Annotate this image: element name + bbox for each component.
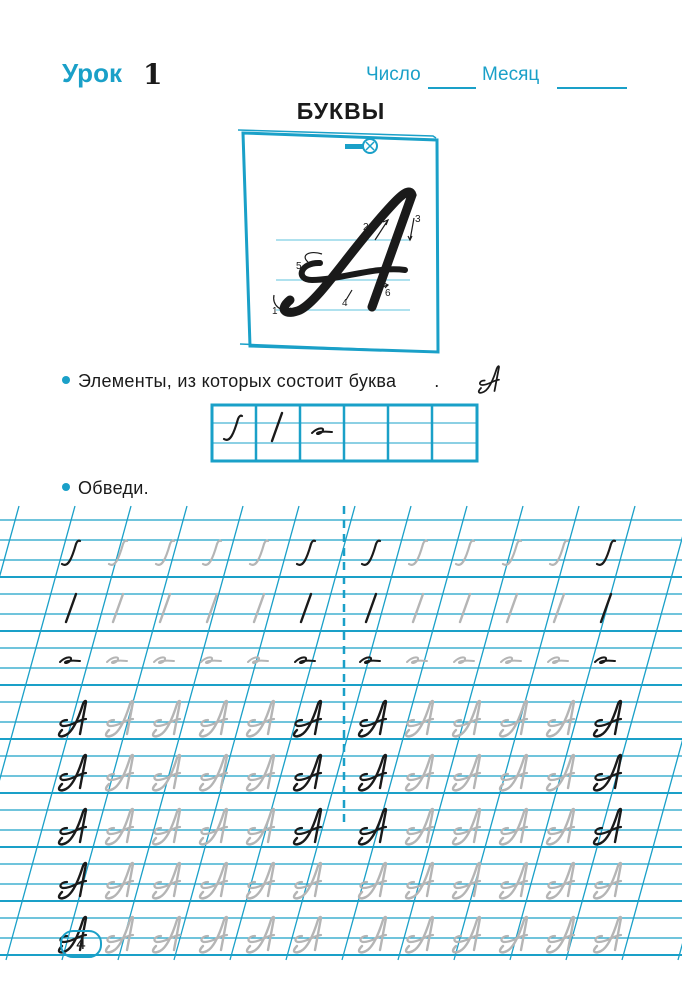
- trace-slant-stroke[interactable]: [460, 594, 470, 622]
- sample-letter-a: [594, 755, 621, 790]
- stroke-number-3: 3: [415, 214, 421, 225]
- trace-letter-a[interactable]: [547, 809, 574, 844]
- trace-letter-a[interactable]: [547, 701, 574, 736]
- trace-letter-a[interactable]: [453, 863, 480, 898]
- lesson-label: Урок: [62, 58, 122, 88]
- trace-letter-a[interactable]: [406, 809, 433, 844]
- stroke-number-4: 4: [342, 298, 348, 309]
- inline-cursive-a: [479, 366, 499, 393]
- lesson-number: 1: [143, 58, 163, 91]
- slant-guide-line: [678, 506, 682, 960]
- trace-letter-a[interactable]: [594, 917, 621, 952]
- trace-letter-a[interactable]: [453, 809, 480, 844]
- sample-letter-a: [59, 755, 86, 790]
- slant-guide-line: [566, 506, 682, 960]
- trace-loop-stroke[interactable]: [154, 657, 174, 663]
- slant-guide-line: [622, 506, 682, 960]
- trace-letter-a[interactable]: [247, 701, 274, 736]
- stroke-number-2: 2: [363, 222, 369, 233]
- trace-hook-stroke[interactable]: [203, 541, 221, 565]
- trace-letter-a[interactable]: [106, 863, 133, 898]
- trace-hook-stroke[interactable]: [250, 541, 268, 565]
- stroke-number-5: 5: [296, 261, 302, 272]
- sample-letter-a: [359, 701, 386, 736]
- trace-letter-a[interactable]: [547, 755, 574, 790]
- elements-table: [212, 405, 477, 461]
- practice-ruling: [0, 506, 682, 960]
- trace-letter-a[interactable]: [200, 917, 227, 952]
- sample-letter-a: [594, 809, 621, 844]
- trace-slant-stroke[interactable]: [554, 594, 564, 622]
- trace-text: Обведи.: [78, 478, 149, 498]
- trace-letter-a[interactable]: [247, 755, 274, 790]
- trace-letter-a[interactable]: [106, 809, 133, 844]
- sample-letter-a: [59, 863, 86, 898]
- trace-slant-stroke[interactable]: [507, 594, 517, 622]
- trace-loop-stroke[interactable]: [248, 657, 268, 663]
- trace-letter-a[interactable]: [247, 809, 274, 844]
- trace-letter-a[interactable]: [406, 701, 433, 736]
- trace-letter-a[interactable]: [547, 863, 574, 898]
- trace-letter-a[interactable]: [153, 809, 180, 844]
- sample-hook-stroke: [597, 541, 615, 565]
- sample-letter-a: [359, 755, 386, 790]
- letter-card: [238, 130, 438, 352]
- sample-loop-stroke: [360, 657, 380, 663]
- trace-letter-a[interactable]: [106, 701, 133, 736]
- section-title: БУКВЫ: [296, 98, 386, 124]
- trace-loop-stroke[interactable]: [501, 657, 521, 663]
- trace-slant-stroke[interactable]: [254, 594, 264, 622]
- page-number: 4: [60, 930, 102, 958]
- trace-letter-a[interactable]: [247, 917, 274, 952]
- sample-loop-stroke: [595, 657, 615, 663]
- trace-letter-a[interactable]: [500, 863, 527, 898]
- sample-hook-stroke: [297, 541, 315, 565]
- elements-instruction: [62, 371, 440, 392]
- sample-slant-stroke: [66, 594, 76, 622]
- trace-hook-stroke[interactable]: [550, 541, 568, 565]
- trace-loop-stroke[interactable]: [107, 657, 127, 663]
- elements-text: Элементы, из которых состоит буква: [78, 371, 397, 391]
- trace-slant-stroke[interactable]: [113, 594, 123, 622]
- sample-letter-a: [294, 701, 321, 736]
- slant-guide-line: [0, 506, 75, 960]
- elements-suffix: .: [434, 371, 440, 391]
- trace-loop-stroke[interactable]: [201, 657, 221, 663]
- sample-slant-stroke: [366, 594, 376, 622]
- sample-letter-a: [294, 809, 321, 844]
- trace-letter-a[interactable]: [453, 755, 480, 790]
- trace-letter-a[interactable]: [500, 755, 527, 790]
- trace-instruction: [62, 478, 149, 499]
- trace-letter-a[interactable]: [500, 809, 527, 844]
- stroke-number-1: 1: [272, 306, 278, 317]
- trace-letter-a[interactable]: [406, 755, 433, 790]
- trace-letter-a[interactable]: [106, 917, 133, 952]
- trace-letter-a[interactable]: [594, 863, 621, 898]
- sample-letter-a: [594, 701, 621, 736]
- slant-guide-line: [174, 506, 299, 960]
- trace-letter-a[interactable]: [200, 701, 227, 736]
- trace-hook-stroke[interactable]: [456, 541, 474, 565]
- trace-letter-a[interactable]: [359, 863, 386, 898]
- practice-letters: [59, 541, 621, 953]
- trace-letter-a[interactable]: [453, 701, 480, 736]
- sample-slant-stroke: [601, 594, 611, 622]
- bullet-icon: [62, 483, 70, 491]
- sample-letter-a: [359, 809, 386, 844]
- slant-guide-line: [118, 506, 243, 960]
- stroke-number-6: 6: [385, 288, 391, 299]
- trace-letter-a[interactable]: [500, 701, 527, 736]
- trace-letter-a[interactable]: [153, 863, 180, 898]
- bullet-icon: [62, 376, 70, 384]
- slant-guide-line: [0, 506, 19, 960]
- sample-slant-stroke: [301, 594, 311, 622]
- trace-letter-a[interactable]: [200, 755, 227, 790]
- trace-slant-stroke[interactable]: [413, 594, 423, 622]
- sample-letter-a: [59, 809, 86, 844]
- trace-loop-stroke[interactable]: [454, 657, 474, 663]
- trace-hook-stroke[interactable]: [409, 541, 427, 565]
- trace-letter-a[interactable]: [294, 917, 321, 952]
- trace-letter-a[interactable]: [153, 917, 180, 952]
- sample-loop-stroke: [60, 657, 80, 663]
- sample-letter-a: [294, 755, 321, 790]
- trace-letter-a[interactable]: [406, 917, 433, 952]
- trace-letter-a[interactable]: [200, 863, 227, 898]
- sample-hook-stroke: [362, 541, 380, 565]
- trace-letter-a[interactable]: [153, 701, 180, 736]
- trace-letter-a[interactable]: [247, 863, 274, 898]
- month-label: Месяц: [482, 64, 540, 85]
- trace-loop-stroke[interactable]: [548, 657, 568, 663]
- trace-letter-a[interactable]: [359, 917, 386, 952]
- date-label: Число: [366, 64, 421, 85]
